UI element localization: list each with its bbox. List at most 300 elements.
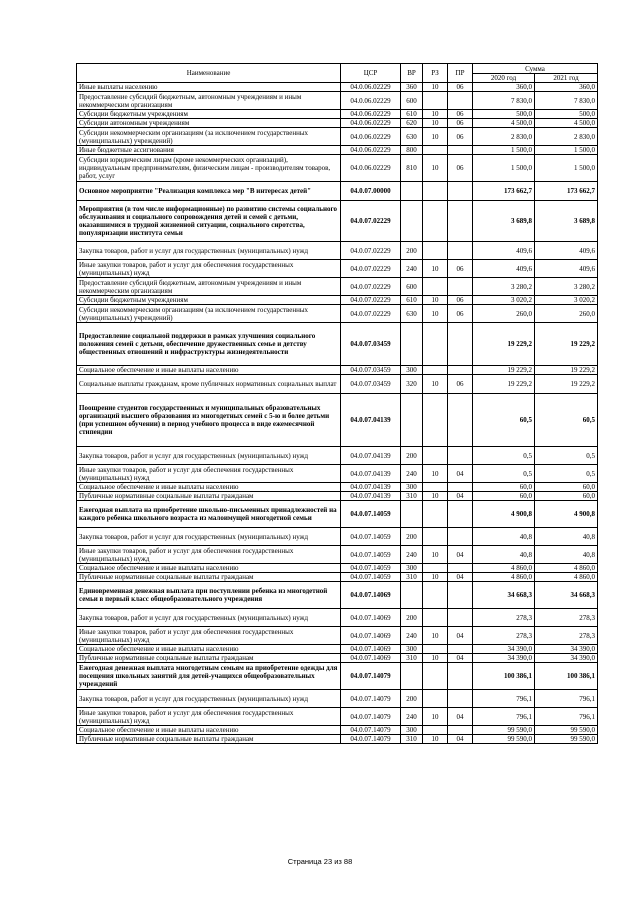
table-row [77, 627, 598, 645]
row-2020-cell: 1 500,0 [473, 155, 535, 182]
row-2021-cell: 278,3 [535, 609, 598, 627]
row-csr-cell: 04.0.07.02229 [341, 242, 401, 260]
row-rz-cell [423, 609, 448, 627]
row-name-cell: Социальное обеспечение и иные выплаты населению [77, 483, 341, 492]
row-2020-cell: 4 860,0 [473, 573, 535, 582]
row-rz-cell: 10 [423, 83, 448, 92]
row-vr-cell [401, 394, 423, 447]
row-csr-cell: 04.0.07.04139 [341, 492, 401, 501]
row-pr-cell [448, 323, 473, 366]
row-csr-cell: 04.0.07.14059 [341, 564, 401, 573]
row-rz-cell: 10 [423, 110, 448, 119]
table-row [77, 201, 598, 242]
row-name-cell: Предоставление субсидий бюджетным, автономным учреждениям и иным некоммерческим организациям [77, 278, 341, 296]
row-vr-cell: 310 [401, 735, 423, 744]
row-csr-cell: 04.0.07.04139 [341, 483, 401, 492]
table-row [77, 146, 598, 155]
row-2021-cell: 1 500,0 [535, 155, 598, 182]
row-name-cell: Основное мероприятие "Реализация комплекса мер "В интересах детей" [77, 182, 341, 201]
row-pr-cell: 06 [448, 305, 473, 323]
row-2021-cell: 173 662,7 [535, 182, 598, 201]
budget-table [76, 63, 598, 744]
table-row [77, 366, 598, 375]
row-name-cell: Иные закупки товаров, работ и услуг для обеспечения государственных (муниципальных) нужд [77, 465, 341, 483]
row-pr-cell [448, 182, 473, 201]
row-name-cell: Ежегодная выплата на приобретение школьно-письменных принадлежностей на каждого ребенка школьного возраста из малоимущей многодетной семьи [77, 501, 341, 528]
row-name-cell: Иные закупки товаров, работ и услуг для обеспечения государственных (муниципальных) нужд [77, 260, 341, 278]
row-name-cell: Иные бюджетные ассигнования [77, 146, 341, 155]
row-csr-cell: 04.0.07.02229 [341, 305, 401, 323]
table-row [77, 654, 598, 663]
table-body [77, 83, 598, 744]
row-vr-cell: 600 [401, 92, 423, 110]
row-pr-cell: 06 [448, 128, 473, 146]
row-2020-cell: 99 590,0 [473, 726, 535, 735]
row-2020-cell: 7 830,0 [473, 92, 535, 110]
row-rz-cell [423, 690, 448, 708]
row-csr-cell: 04.0.07.14079 [341, 735, 401, 744]
row-2021-cell: 19 229,2 [535, 375, 598, 394]
row-name-cell: Закупка товаров, работ и услуг для государственных (муниципальных) нужд [77, 609, 341, 627]
row-2021-cell: 34 668,3 [535, 582, 598, 609]
row-rz-cell [423, 366, 448, 375]
row-vr-cell: 300 [401, 645, 423, 654]
row-2020-cell: 0,5 [473, 447, 535, 465]
row-vr-cell: 630 [401, 128, 423, 146]
row-rz-cell [423, 182, 448, 201]
row-pr-cell [448, 447, 473, 465]
row-csr-cell: 04.0.06.02229 [341, 119, 401, 128]
row-2021-cell: 34 390,0 [535, 645, 598, 654]
row-2021-cell: 0,5 [535, 447, 598, 465]
row-2021-cell: 40,8 [535, 528, 598, 546]
row-rz-cell: 10 [423, 654, 448, 663]
row-vr-cell: 240 [401, 627, 423, 645]
row-csr-cell: 04.0.07.03459 [341, 375, 401, 394]
table-row [77, 582, 598, 609]
row-pr-cell: 04 [448, 627, 473, 645]
header-year-2021: 2021 год [535, 74, 598, 83]
table-row [77, 546, 598, 564]
row-name-cell: Иные закупки товаров, работ и услуг для обеспечения государственных (муниципальных) нужд [77, 708, 341, 726]
row-vr-cell: 800 [401, 146, 423, 155]
row-2021-cell: 409,6 [535, 242, 598, 260]
row-pr-cell [448, 501, 473, 528]
table-row [77, 83, 598, 92]
row-2020-cell: 4 500,0 [473, 119, 535, 128]
table-row [77, 528, 598, 546]
row-2020-cell: 409,6 [473, 242, 535, 260]
row-rz-cell [423, 582, 448, 609]
row-rz-cell [423, 242, 448, 260]
row-name-cell: Субсидии некоммерческим организациям (за исключением государственных (муниципальных) учреждений) [77, 305, 341, 323]
row-2021-cell: 409,6 [535, 260, 598, 278]
row-name-cell: Субсидии бюджетным учреждениям [77, 110, 341, 119]
row-pr-cell [448, 92, 473, 110]
row-2021-cell: 3 280,2 [535, 278, 598, 296]
row-vr-cell: 310 [401, 573, 423, 582]
row-2021-cell: 4 500,0 [535, 119, 598, 128]
row-rz-cell: 10 [423, 155, 448, 182]
row-2021-cell: 360,0 [535, 83, 598, 92]
row-pr-cell [448, 564, 473, 573]
row-pr-cell: 04 [448, 708, 473, 726]
row-2021-cell: 40,8 [535, 546, 598, 564]
row-rz-cell: 10 [423, 305, 448, 323]
row-vr-cell: 300 [401, 366, 423, 375]
row-2021-cell: 60,0 [535, 492, 598, 501]
table-header [77, 64, 598, 83]
row-vr-cell: 240 [401, 546, 423, 564]
table-row [77, 394, 598, 447]
row-rz-cell [423, 726, 448, 735]
row-pr-cell [448, 645, 473, 654]
row-2021-cell: 2 830,0 [535, 128, 598, 146]
table-row [77, 447, 598, 465]
header-rz: РЗ [423, 64, 448, 83]
table-row [77, 323, 598, 366]
row-2021-cell: 34 390,0 [535, 654, 598, 663]
row-name-cell: Субсидии некоммерческим организациям (за исключением государственных (муниципальных) учреждений) [77, 128, 341, 146]
row-2020-cell: 1 500,0 [473, 146, 535, 155]
header-name: Наименование [77, 64, 341, 83]
row-2021-cell: 99 590,0 [535, 735, 598, 744]
row-pr-cell: 04 [448, 546, 473, 564]
row-2021-cell: 19 229,2 [535, 323, 598, 366]
row-2021-cell: 60,0 [535, 483, 598, 492]
row-pr-cell [448, 582, 473, 609]
row-2020-cell: 278,3 [473, 609, 535, 627]
row-name-cell: Субсидии юридическим лицам (кроме некоммерческих организаций), индивидуальным предпринимателям, физическим лицам - производителям товаров, работ, услуг [77, 155, 341, 182]
row-pr-cell [448, 528, 473, 546]
table-row [77, 92, 598, 110]
row-2020-cell: 173 662,7 [473, 182, 535, 201]
table-row [77, 242, 598, 260]
table-row [77, 155, 598, 182]
table-row [77, 492, 598, 501]
row-csr-cell: 04.0.07.02229 [341, 260, 401, 278]
table-row [77, 296, 598, 305]
row-csr-cell: 04.0.06.02229 [341, 128, 401, 146]
row-vr-cell [401, 501, 423, 528]
row-vr-cell: 240 [401, 708, 423, 726]
row-csr-cell: 04.0.07.04139 [341, 447, 401, 465]
row-2020-cell: 3 020,2 [473, 296, 535, 305]
row-csr-cell: 04.0.07.14059 [341, 501, 401, 528]
row-2020-cell: 4 900,8 [473, 501, 535, 528]
row-2020-cell: 796,1 [473, 708, 535, 726]
row-vr-cell: 320 [401, 375, 423, 394]
row-pr-cell [448, 663, 473, 690]
row-name-cell: Социальное обеспечение и иные выплаты населению [77, 564, 341, 573]
table-row [77, 609, 598, 627]
row-name-cell: Единовременная денежная выплата при поступлении ребенка из многодетной семьи в первый класс общеобразовательного учреждения [77, 582, 341, 609]
row-2020-cell: 34 668,3 [473, 582, 535, 609]
row-pr-cell: 04 [448, 465, 473, 483]
header-year-2020: 2020 год [473, 74, 535, 83]
row-name-cell: Публичные нормативные социальные выплаты гражданам [77, 654, 341, 663]
table-row [77, 119, 598, 128]
row-2020-cell: 34 390,0 [473, 654, 535, 663]
row-vr-cell: 200 [401, 690, 423, 708]
row-name-cell: Социальные выплаты гражданам, кроме публичных нормативных социальных выплат [77, 375, 341, 394]
row-2021-cell: 99 590,0 [535, 726, 598, 735]
row-vr-cell: 200 [401, 528, 423, 546]
row-csr-cell: 04.0.06.02229 [341, 110, 401, 119]
row-csr-cell: 04.0.07.03459 [341, 323, 401, 366]
row-pr-cell [448, 483, 473, 492]
row-name-cell: Социальное обеспечение и иные выплаты населению [77, 366, 341, 375]
row-2021-cell: 278,3 [535, 627, 598, 645]
row-rz-cell [423, 278, 448, 296]
row-pr-cell: 04 [448, 492, 473, 501]
row-name-cell: Иные закупки товаров, работ и услуг для обеспечения государственных (муниципальных) нужд [77, 546, 341, 564]
row-2021-cell: 4 900,8 [535, 501, 598, 528]
row-2020-cell: 0,5 [473, 465, 535, 483]
row-pr-cell: 06 [448, 119, 473, 128]
row-pr-cell: 06 [448, 296, 473, 305]
row-2021-cell: 3 689,8 [535, 201, 598, 242]
row-pr-cell [448, 201, 473, 242]
row-rz-cell [423, 528, 448, 546]
row-csr-cell: 04.0.06.02229 [341, 146, 401, 155]
row-2020-cell: 360,0 [473, 83, 535, 92]
row-csr-cell: 04.0.06.02229 [341, 83, 401, 92]
row-name-cell: Социальное обеспечение и иные выплаты населению [77, 645, 341, 654]
row-2020-cell: 500,0 [473, 110, 535, 119]
row-2020-cell: 34 390,0 [473, 645, 535, 654]
row-name-cell: Субсидии бюджетным учреждениям [77, 296, 341, 305]
row-2021-cell: 0,5 [535, 465, 598, 483]
row-vr-cell: 200 [401, 242, 423, 260]
row-rz-cell: 10 [423, 573, 448, 582]
row-name-cell: Мероприятия (в том числе информационные) по развитию системы социального обслуживания и социального сопровождения детей и семей с детьми, оказавшимися в трудной жизненной ситуации, социального сиротства, популяризации института семьи [77, 201, 341, 242]
row-name-cell: Ежегодная денежная выплата многодетным семьям на приобретение одежды для посещения школьных занятий для детей-учащихся общеобразовательных учреждений [77, 663, 341, 690]
row-2020-cell: 100 386,1 [473, 663, 535, 690]
row-rz-cell [423, 447, 448, 465]
row-2021-cell: 260,0 [535, 305, 598, 323]
row-vr-cell: 630 [401, 305, 423, 323]
row-csr-cell: 04.0.07.14069 [341, 645, 401, 654]
row-csr-cell: 04.0.07.04139 [341, 394, 401, 447]
row-rz-cell [423, 394, 448, 447]
row-rz-cell: 10 [423, 708, 448, 726]
table-row [77, 483, 598, 492]
row-name-cell: Социальное обеспечение и иные выплаты населению [77, 726, 341, 735]
row-rz-cell: 10 [423, 296, 448, 305]
table-row [77, 305, 598, 323]
row-pr-cell: 04 [448, 654, 473, 663]
table-row [77, 645, 598, 654]
row-csr-cell: 04.0.06.02229 [341, 92, 401, 110]
row-pr-cell: 06 [448, 260, 473, 278]
row-2021-cell: 3 020,2 [535, 296, 598, 305]
row-pr-cell [448, 690, 473, 708]
table-row [77, 501, 598, 528]
row-pr-cell: 06 [448, 375, 473, 394]
row-csr-cell: 04.0.07.00000 [341, 182, 401, 201]
row-name-cell: Поощрение студентов государственных и муниципальных образовательных организаций высшего образования из многодетных семей с 5-ю и более детьми (при успешном обучении) в период учебного процесса в виде ежемесячной стипендии [77, 394, 341, 447]
row-2020-cell: 2 830,0 [473, 128, 535, 146]
row-csr-cell: 04.0.07.14079 [341, 690, 401, 708]
header-sum: Сумма [473, 64, 598, 74]
row-csr-cell: 04.0.07.14079 [341, 663, 401, 690]
row-2020-cell: 40,8 [473, 528, 535, 546]
row-name-cell: Закупка товаров, работ и услуг для государственных (муниципальных) нужд [77, 242, 341, 260]
row-csr-cell: 04.0.07.14059 [341, 573, 401, 582]
row-csr-cell: 04.0.07.02229 [341, 296, 401, 305]
page-footer: Страница 23 из 88 [287, 857, 353, 866]
row-2020-cell: 40,8 [473, 546, 535, 564]
row-vr-cell: 810 [401, 155, 423, 182]
row-2020-cell: 19 229,2 [473, 323, 535, 366]
row-rz-cell: 10 [423, 492, 448, 501]
row-name-cell: Закупка товаров, работ и услуг для государственных (муниципальных) нужд [77, 690, 341, 708]
row-pr-cell: 06 [448, 110, 473, 119]
row-vr-cell: 310 [401, 654, 423, 663]
row-pr-cell [448, 278, 473, 296]
row-csr-cell: 04.0.07.14069 [341, 609, 401, 627]
row-rz-cell: 10 [423, 465, 448, 483]
row-name-cell: Закупка товаров, работ и услуг для государственных (муниципальных) нужд [77, 528, 341, 546]
row-name-cell: Иные выплаты населению [77, 83, 341, 92]
row-name-cell: Публичные нормативные социальные выплаты гражданам [77, 735, 341, 744]
row-name-cell: Публичные нормативные социальные выплаты гражданам [77, 573, 341, 582]
row-csr-cell: 04.0.07.14069 [341, 582, 401, 609]
row-2021-cell: 1 500,0 [535, 146, 598, 155]
table-row [77, 573, 598, 582]
row-vr-cell: 300 [401, 726, 423, 735]
row-csr-cell: 04.0.07.14079 [341, 708, 401, 726]
row-rz-cell [423, 564, 448, 573]
row-pr-cell: 04 [448, 735, 473, 744]
row-name-cell: Субсидии автономным учреждениям [77, 119, 341, 128]
row-name-cell: Закупка товаров, работ и услуг для государственных (муниципальных) нужд [77, 447, 341, 465]
row-vr-cell [401, 182, 423, 201]
row-rz-cell: 10 [423, 119, 448, 128]
row-name-cell: Предоставление социальной поддержки в рамках улучшения социального положения семей с детьми, обеспечение дружественных семье и детству общественных отношений и инфраструктуры жизнедеятельности [77, 323, 341, 366]
row-csr-cell: 04.0.06.02229 [341, 155, 401, 182]
row-name-cell: Публичные нормативные социальные выплаты гражданам [77, 492, 341, 501]
row-pr-cell: 06 [448, 155, 473, 182]
header-pr: ПР [448, 64, 473, 83]
row-2020-cell: 3 280,2 [473, 278, 535, 296]
row-pr-cell [448, 394, 473, 447]
row-csr-cell: 04.0.07.14059 [341, 528, 401, 546]
row-rz-cell [423, 323, 448, 366]
row-2020-cell: 796,1 [473, 690, 535, 708]
row-pr-cell: 04 [448, 573, 473, 582]
row-2020-cell: 278,3 [473, 627, 535, 645]
row-csr-cell: 04.0.07.14059 [341, 546, 401, 564]
row-2021-cell: 500,0 [535, 110, 598, 119]
table-row [77, 708, 598, 726]
row-2021-cell: 796,1 [535, 708, 598, 726]
row-rz-cell: 10 [423, 627, 448, 645]
row-2021-cell: 7 830,0 [535, 92, 598, 110]
row-2021-cell: 4 860,0 [535, 564, 598, 573]
header-vr: ВР [401, 64, 423, 83]
row-vr-cell [401, 582, 423, 609]
row-csr-cell: 04.0.07.04139 [341, 465, 401, 483]
row-vr-cell: 240 [401, 260, 423, 278]
row-pr-cell [448, 366, 473, 375]
table-row [77, 564, 598, 573]
table-row [77, 128, 598, 146]
row-pr-cell [448, 146, 473, 155]
row-csr-cell: 04.0.07.14069 [341, 627, 401, 645]
row-2021-cell: 796,1 [535, 690, 598, 708]
row-2021-cell: 19 229,2 [535, 366, 598, 375]
row-rz-cell [423, 645, 448, 654]
row-rz-cell [423, 663, 448, 690]
row-vr-cell [401, 663, 423, 690]
row-vr-cell: 610 [401, 296, 423, 305]
row-rz-cell [423, 201, 448, 242]
row-rz-cell [423, 92, 448, 110]
row-csr-cell: 04.0.07.03459 [341, 366, 401, 375]
row-2021-cell: 100 386,1 [535, 663, 598, 690]
row-pr-cell [448, 726, 473, 735]
row-rz-cell: 10 [423, 375, 448, 394]
row-vr-cell: 200 [401, 447, 423, 465]
table-row [77, 735, 598, 744]
table-row [77, 260, 598, 278]
row-2021-cell: 60,5 [535, 394, 598, 447]
row-name-cell: Иные закупки товаров, работ и услуг для обеспечения государственных (муниципальных) нужд [77, 627, 341, 645]
row-rz-cell: 10 [423, 735, 448, 744]
row-vr-cell [401, 323, 423, 366]
row-rz-cell: 10 [423, 128, 448, 146]
row-vr-cell [401, 201, 423, 242]
row-vr-cell: 300 [401, 564, 423, 573]
table-row [77, 278, 598, 296]
table-row [77, 182, 598, 201]
header-csr: ЦСР [341, 64, 401, 83]
row-pr-cell: 06 [448, 83, 473, 92]
row-name-cell: Предоставление субсидий бюджетным, автономным учреждениям и иным некоммерческим организациям [77, 92, 341, 110]
row-csr-cell: 04.0.07.14069 [341, 654, 401, 663]
row-vr-cell: 610 [401, 110, 423, 119]
row-2020-cell: 60,0 [473, 483, 535, 492]
row-2020-cell: 260,0 [473, 305, 535, 323]
row-rz-cell: 10 [423, 546, 448, 564]
row-rz-cell [423, 501, 448, 528]
row-vr-cell: 310 [401, 492, 423, 501]
table-row [77, 726, 598, 735]
row-pr-cell [448, 609, 473, 627]
row-2021-cell: 4 860,0 [535, 573, 598, 582]
row-vr-cell: 360 [401, 83, 423, 92]
row-vr-cell: 620 [401, 119, 423, 128]
table-row [77, 375, 598, 394]
row-2020-cell: 19 229,2 [473, 366, 535, 375]
table-row [77, 110, 598, 119]
row-vr-cell: 300 [401, 483, 423, 492]
row-vr-cell: 200 [401, 609, 423, 627]
row-2020-cell: 99 590,0 [473, 735, 535, 744]
table-row [77, 465, 598, 483]
row-csr-cell: 04.0.07.02229 [341, 278, 401, 296]
row-vr-cell: 600 [401, 278, 423, 296]
row-2020-cell: 3 689,8 [473, 201, 535, 242]
row-pr-cell [448, 242, 473, 260]
row-rz-cell [423, 483, 448, 492]
row-rz-cell [423, 146, 448, 155]
table-row [77, 663, 598, 690]
row-2020-cell: 60,0 [473, 492, 535, 501]
table-row [77, 690, 598, 708]
